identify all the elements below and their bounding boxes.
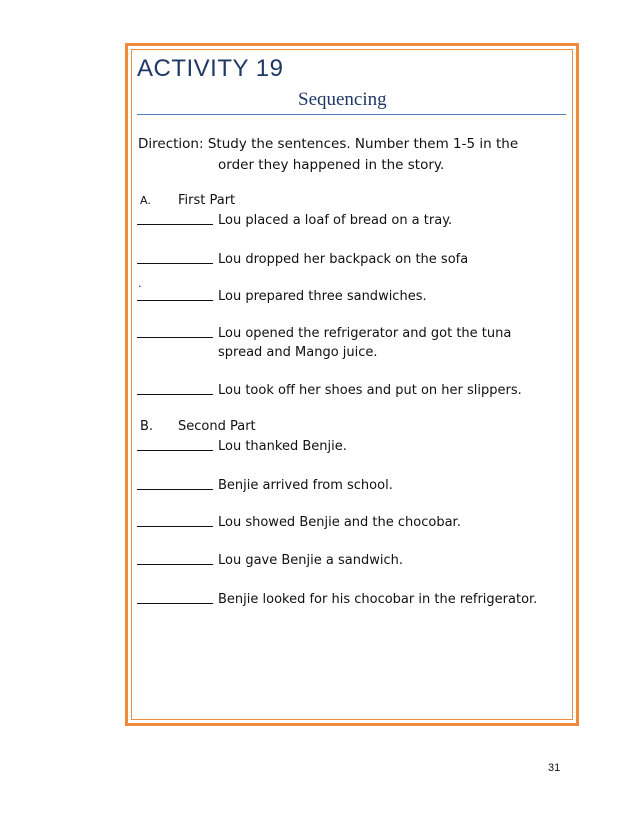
answer-blank[interactable] bbox=[137, 476, 213, 490]
part-a-heading bbox=[140, 193, 235, 208]
list-item bbox=[137, 551, 403, 571]
item-text: Lou dropped her backpack on the sofa bbox=[218, 252, 469, 267]
part-b-label: Second Part bbox=[178, 419, 256, 434]
answer-blank[interactable] bbox=[137, 590, 213, 604]
item-text: Lou took off her shoes and put on her slippers. bbox=[218, 383, 522, 398]
title-divider bbox=[137, 114, 566, 115]
part-a-label: First Part bbox=[178, 193, 236, 208]
answer-blank[interactable] bbox=[137, 437, 213, 451]
item-text: Benjie looked for his chocobar in the refrigerator. bbox=[218, 592, 538, 607]
list-item bbox=[137, 476, 393, 496]
answer-blank[interactable] bbox=[137, 287, 213, 301]
list-item bbox=[137, 437, 347, 457]
answer-blank[interactable] bbox=[137, 324, 213, 338]
stray-mark: . bbox=[138, 277, 142, 290]
item-text: Lou opened the refrigerator and got the tuna spread and Mango juice. bbox=[218, 326, 512, 360]
part-b-heading bbox=[140, 419, 256, 434]
item-text: Lou placed a loaf of bread on a tray. bbox=[218, 213, 453, 228]
item-text: Lou thanked Benjie. bbox=[218, 439, 347, 454]
answer-blank[interactable] bbox=[137, 250, 213, 264]
answer-blank[interactable] bbox=[137, 211, 213, 225]
list-item bbox=[137, 381, 522, 401]
list-item bbox=[137, 287, 427, 307]
direction-line-1: Direction: Study the sentences. Number them 1-5 in the bbox=[138, 136, 519, 152]
list-item bbox=[137, 590, 537, 610]
item-text: Benjie arrived from school. bbox=[218, 478, 393, 493]
list-item bbox=[137, 324, 558, 362]
item-text: Lou gave Benjie a sandwich. bbox=[218, 553, 403, 568]
part-b-letter: B. bbox=[140, 419, 154, 434]
part-a-letter: A. bbox=[140, 194, 151, 207]
answer-blank[interactable] bbox=[137, 551, 213, 565]
item-text: Lou showed Benjie and the chocobar. bbox=[218, 515, 461, 530]
list-item bbox=[137, 211, 452, 231]
direction-text bbox=[138, 134, 518, 176]
activity-subtitle: Sequencing bbox=[298, 89, 387, 110]
direction-line-2: order they happened in the story. bbox=[218, 157, 445, 173]
answer-blank[interactable] bbox=[137, 513, 213, 527]
answer-blank[interactable] bbox=[137, 381, 213, 395]
activity-title: ACTIVITY 19 bbox=[137, 55, 284, 82]
item-text: Lou prepared three sandwiches. bbox=[218, 289, 427, 304]
list-item bbox=[137, 513, 461, 533]
page-number: 31 bbox=[548, 762, 561, 774]
list-item bbox=[137, 250, 468, 270]
